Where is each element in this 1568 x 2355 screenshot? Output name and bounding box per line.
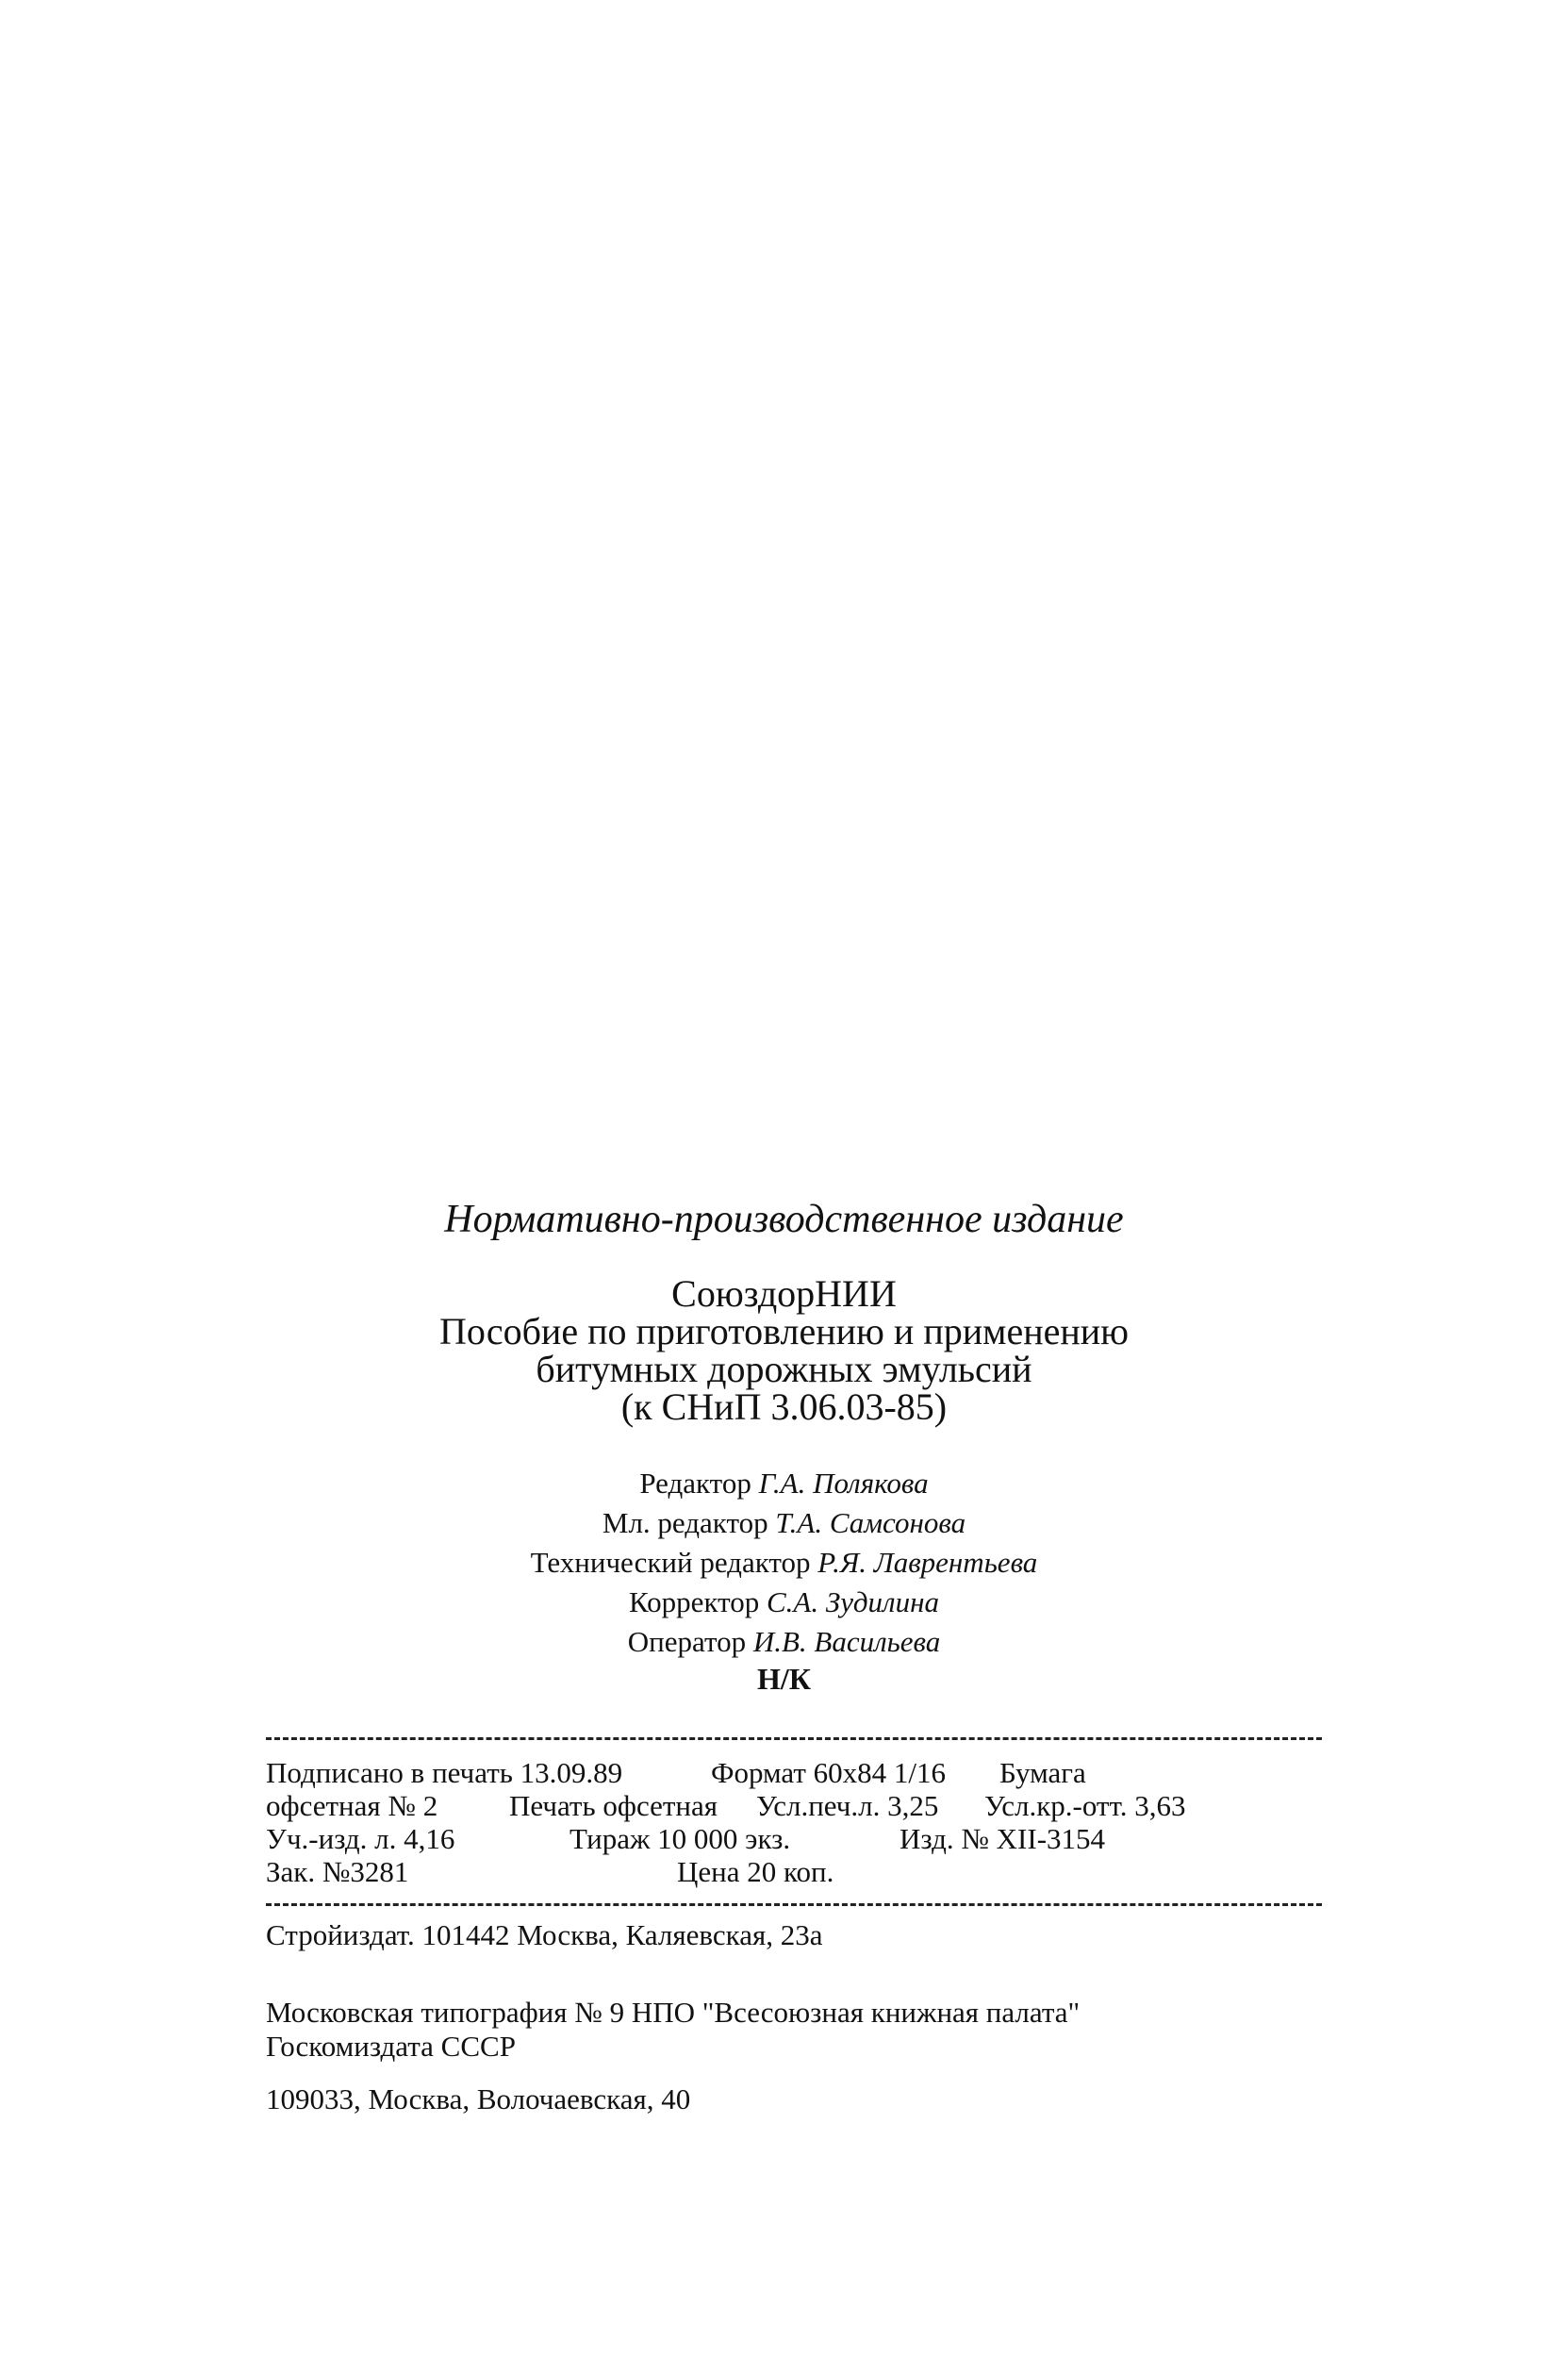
imprint-row-2 [266,1789,1341,1822]
imprint-row-1 [266,1756,1341,1789]
price: Цена 20 коп. [677,1855,834,1888]
print-run: Тираж 10 000 экз. [569,1822,791,1855]
imprint-row-4 [266,1855,1341,1888]
publication-number: Изд. № XII-3154 [900,1822,1106,1855]
credit-name: Р.Я. Лаврентьева [817,1546,1038,1579]
title-block [0,1272,1568,1428]
order-number: Зак. №3281 [266,1855,409,1888]
credit-name: Г.А. Полякова [758,1467,929,1500]
organization-name: СоюздорНИИ [671,1272,897,1315]
printer-block [266,1996,1397,2064]
dashed-divider-bottom [266,1903,1322,1906]
category-mark: Н/К [757,1662,811,1696]
print-sheets: Усл.печ.л. 3,25 [756,1789,939,1822]
print-type: Печать офсетная [509,1789,718,1822]
title-line-1: Пособие по приготовлению и применению [438,1310,1130,1352]
credit-proofreader [0,1583,1568,1622]
credit-role: Мл. редактор [602,1506,768,1539]
printer-address: 109033, Москва, Волочаевская, 40 [266,2082,691,2115]
dashed-divider-top [266,1737,1322,1740]
paper-format: Формат 60x84 1/16 [711,1756,947,1789]
credit-role: Редактор [639,1467,751,1500]
credit-junior-editor [0,1503,1568,1543]
publisher-line: Стройиздат. 101442 Москва, Каляевская, 23а [266,1918,823,1951]
credit-role: Оператор [627,1625,747,1658]
imprint-row-3 [266,1822,1341,1855]
credit-operator [0,1622,1568,1662]
credit-editor [0,1464,1568,1503]
signed-date: Подписано в печать 13.09.89 [266,1756,623,1789]
credit-name: С.А. Зудилина [766,1585,939,1618]
paper-label: Бумага [999,1756,1086,1789]
title-line-2: битумных дорожных эмульсий [536,1348,1032,1390]
credits-list [0,1464,1568,1662]
credit-technical-editor [0,1543,1568,1583]
credit-role: Корректор [629,1585,760,1618]
edition-type-heading: Нормативно-производственное издание [444,1198,1124,1241]
credit-role: Технический редактор [530,1546,811,1579]
color-proofs: Усл.кр.-отт. 3,63 [984,1789,1186,1822]
title-line-3: (к СНиП 3.06.03-85) [620,1385,948,1428]
printer-line-1: Московская типография № 9 НПО "Всесоюзная книжная палата" [266,1996,1081,2029]
imprint-block [266,1756,1341,1888]
credit-name: И.В. Васильева [752,1625,941,1658]
edu-sheets: Уч.-изд. л. 4,16 [266,1822,455,1855]
paper-type: офсетная № 2 [266,1789,438,1822]
credit-name: Т.А. Самсонова [775,1506,966,1539]
printer-line-2: Госкомиздата СССР [266,2030,516,2063]
